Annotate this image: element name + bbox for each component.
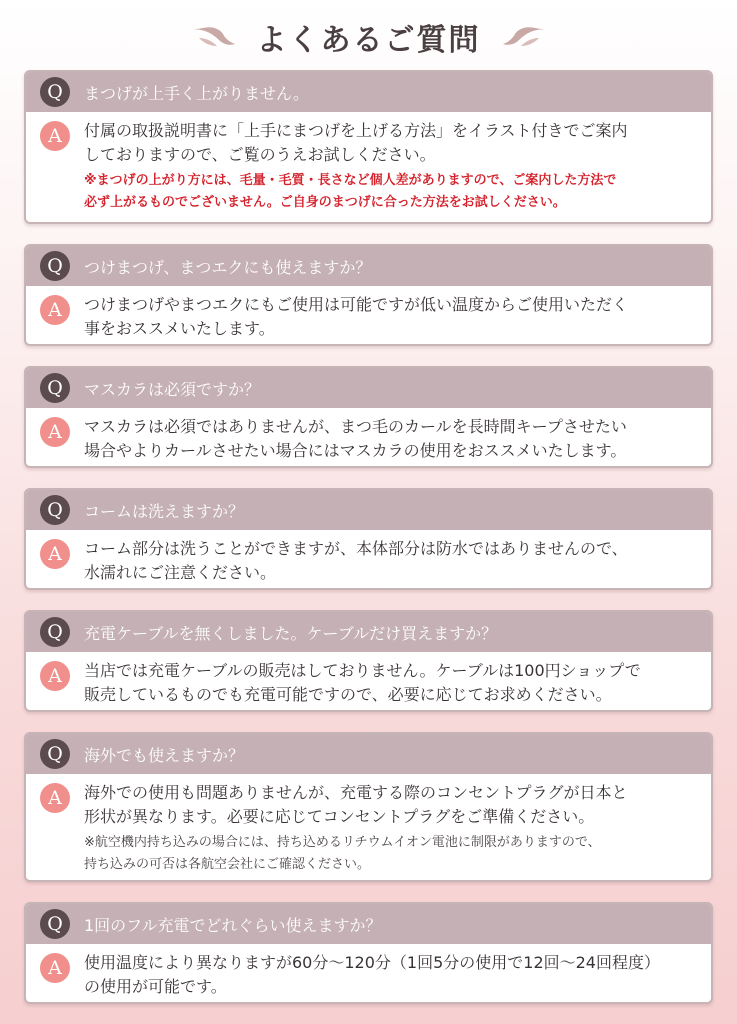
question-text: 1回のフル充電でどれぐらい使えますか？ <box>84 915 382 935</box>
answer-text: マスカラは必須ではありませんが、まつ毛のカールを長時間キープさせたい 場合やよりカールさせたい場合にはマスカラの使用をおススメいたします。 <box>84 417 627 460</box>
question-badge: Q <box>40 251 70 281</box>
question-row <box>26 734 711 774</box>
question-text: 充電ケーブルを無くしました。ケーブルだけ買えますか？ <box>84 623 498 643</box>
answer-row <box>26 652 711 712</box>
faq-item <box>24 70 713 224</box>
answer-badge: A <box>40 539 70 569</box>
answer-row <box>26 408 711 468</box>
answer-row <box>26 112 711 222</box>
left-flourish-icon <box>189 24 239 50</box>
answer-note: ※航空機内持ち込みの場合には、持ち込めるリチウムイオン電池に制限がありますので、 持ち込みの可否は各航空会社にご確認ください。 <box>84 835 601 872</box>
question-row <box>26 368 711 408</box>
answer-row <box>26 944 711 1004</box>
question-text: 海外でも使えますか？ <box>84 745 245 765</box>
question-badge: Q <box>40 617 70 647</box>
answer-text: 海外での使用も問題ありませんが、充電する際のコンセントプラグが日本と 形状が異なります。必要に応じてコンセントプラグをご準備ください。 <box>84 783 628 826</box>
answer-badge: A <box>40 953 70 983</box>
question-badge: Q <box>40 77 70 107</box>
faq-item <box>24 732 713 882</box>
page-header <box>0 0 737 74</box>
answer-text: つけまつげやまつエクにもご使用は可能ですが低い温度からご使用いただく 事をおススメいたします。 <box>84 295 629 338</box>
answer-note: ※まつげの上がり方には、毛量・毛質・長さなど個人差がありますので、ご案内した方法で 必ず上がるものでございません。ご自身のまつげに合った方法をお試しください。 <box>84 173 617 210</box>
answer-badge: A <box>40 417 70 447</box>
answer-text: コーム部分は洗うことができますが、本体部分は防水ではありませんので、 水濡れにご注意ください。 <box>84 539 628 582</box>
answer-row <box>26 286 711 346</box>
answer-badge: A <box>40 661 70 691</box>
question-badge: Q <box>40 739 70 769</box>
faq-item <box>24 488 713 590</box>
answer-row <box>26 530 711 590</box>
question-text: つけまつげ、まつエクにも使えますか？ <box>84 257 372 277</box>
right-flourish-icon <box>499 24 549 50</box>
faq-item <box>24 610 713 712</box>
question-text: まつげが上手く上がりません。 <box>84 83 309 103</box>
answer-text: 付属の取扱説明書に「上手にまつげを上げる方法」をイラスト付きでご案内 しておりますので、ご覧のうえお試しください。 <box>84 121 628 164</box>
faq-item <box>24 902 713 1004</box>
question-badge: Q <box>40 495 70 525</box>
question-row <box>26 490 711 530</box>
faq-item <box>24 366 713 468</box>
question-text: コームは洗えますか？ <box>84 501 245 521</box>
answer-text: 当店では充電ケーブルの販売はしておりません。ケーブルは100円ショップで 販売しているものでも充電可能ですので、必要に応じてお求めください。 <box>84 661 641 704</box>
question-badge: Q <box>40 373 70 403</box>
answer-badge: A <box>40 783 70 813</box>
question-row <box>26 612 711 652</box>
answer-badge: A <box>40 121 70 151</box>
question-badge: Q <box>40 909 70 939</box>
question-text: マスカラは必須ですか？ <box>84 379 261 399</box>
answer-row <box>26 774 711 882</box>
page-title: よくあるご質問 <box>256 23 481 58</box>
question-row <box>26 72 711 112</box>
question-row <box>26 246 711 286</box>
faq-item <box>24 244 713 346</box>
answer-badge: A <box>40 295 70 325</box>
answer-text: 使用温度により異なりますが60分〜120分（1回5分の使用で12回〜24回程度） の使用が可能です。 <box>84 953 660 996</box>
question-row <box>26 904 711 944</box>
